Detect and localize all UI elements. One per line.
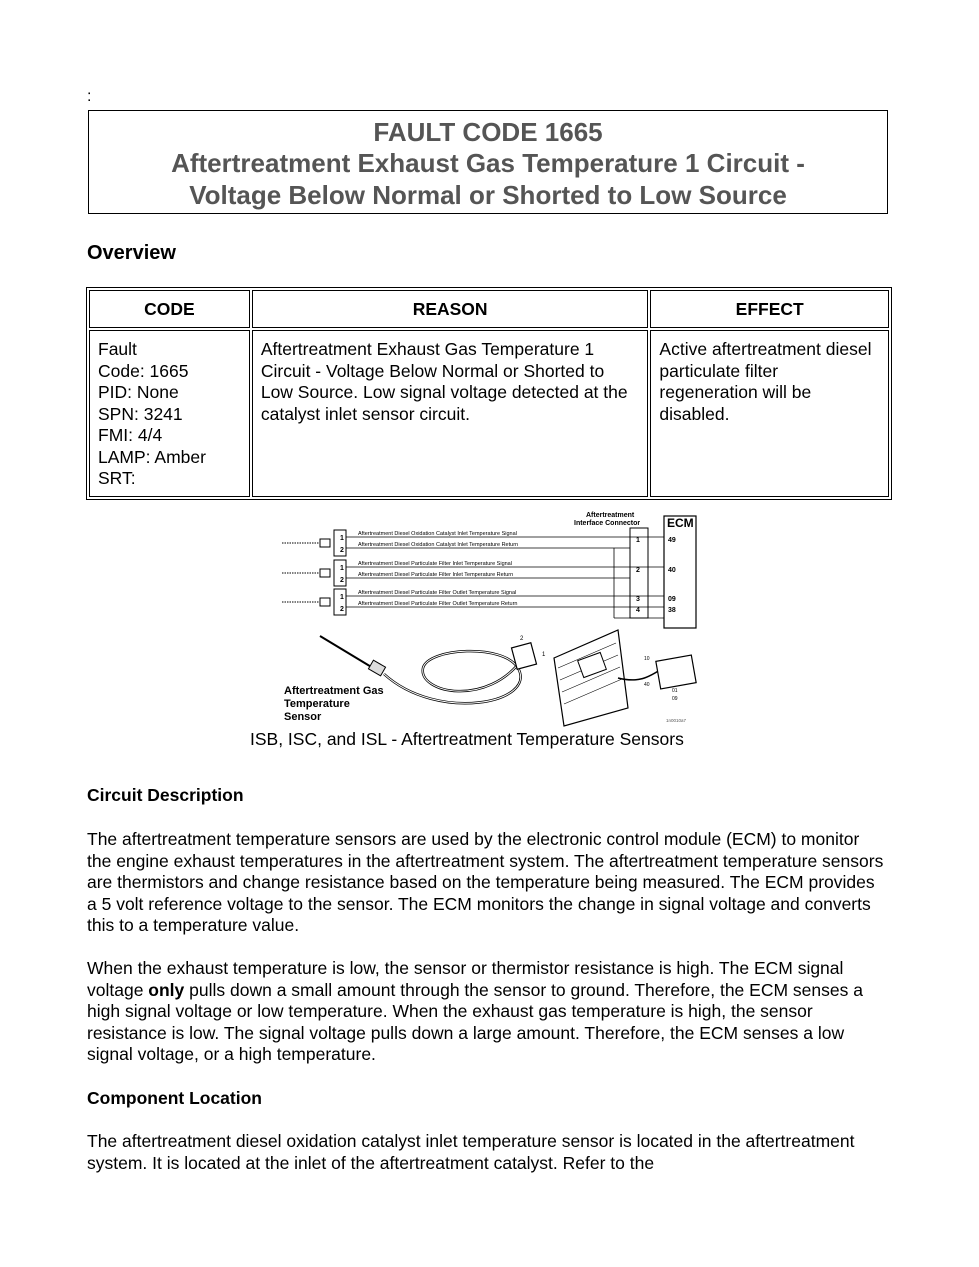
sensor-wire-group-1: [282, 530, 676, 556]
code-line: SRT:: [98, 468, 136, 488]
sensor-harness: [384, 651, 523, 703]
wire-label: Aftertreatment Diesel Oxidation Catalyst Inlet Temperature Signal: [358, 531, 517, 537]
ecm-label: ECM: [667, 516, 694, 530]
emphasis-only: only: [148, 979, 185, 1000]
code-line: SPN: 3241: [98, 403, 183, 424]
code-line: Fault: [98, 339, 137, 359]
callout-number: 09: [672, 696, 678, 702]
code-line: Code: 1665: [98, 360, 189, 381]
fault-description-line-1: Aftertreatment Exhaust Gas Temperature 1 Circuit -: [171, 148, 805, 178]
wire-label: Aftertreatment Diesel Particulate Filter Inlet Temperature Return: [358, 572, 514, 578]
circuit-description-paragraph-1: The aftertreatment temperature sensors are used by the electronic control module (ECM) to monitor the engine exhaust temperatures in the aftertreatment system. The aftertreatment temperature sensors are thermistors and change resistance based on the temperature being measured. The ECM provides a 5 volt reference voltage to the sensor. The ECM monitors the change in signal voltage and converts this to a temperature value.: [87, 829, 884, 936]
ecm-pin: 38: [668, 607, 676, 614]
sensor-pin: 1: [340, 565, 344, 572]
component-location-heading: Component Location: [87, 1088, 262, 1108]
sensor-wire-group-2: [282, 560, 676, 586]
table-header-row: [89, 290, 889, 328]
fault-code-title: FAULT CODE 1665: [373, 117, 603, 147]
effect-cell: Active aftertreatment diesel particulate filter regeneration will be disabled.: [650, 330, 889, 497]
paragraph-text: When the exhaust temperature is low, the sensor or thermistor resistance is high. The ECM signal voltage: [87, 958, 844, 1000]
wire-label: Aftertreatment Diesel Particulate Filter Outlet Temperature Return: [358, 601, 518, 607]
fault-code-title-box: [88, 110, 888, 214]
connector-pin: 1: [636, 537, 640, 544]
sensor-label-line-2: Temperature: [284, 698, 350, 710]
ecm-module-illustration: [554, 630, 696, 726]
sensor-probe: [320, 636, 373, 668]
connector-label-2: Interface Connector: [574, 520, 641, 527]
header-effect: EFFECT: [650, 290, 889, 328]
wire-label: Aftertreatment Diesel Oxidation Catalyst Inlet Temperature Return: [358, 542, 519, 548]
connector-pin: 4: [636, 607, 640, 614]
leading-colon: :: [87, 88, 92, 105]
connector-pin: 2: [636, 567, 640, 574]
callout-number: 40: [644, 682, 650, 688]
ecm-pin: 09: [668, 596, 676, 603]
connector-label-1: Aftertreatment: [586, 512, 635, 519]
sensor-label-line-3: Sensor: [284, 711, 322, 723]
wiring-diagram: [278, 508, 702, 728]
sensor-label-line-1: Aftertreatment Gas: [284, 685, 384, 697]
callout-number: 2: [520, 636, 524, 642]
connector-pin: 3: [636, 596, 640, 603]
sensor-plug: [320, 598, 330, 606]
component-location-paragraph: The aftertreatment diesel oxidation catalyst inlet temperature sensor is located in the aftertreatment system. It is located at the inlet of the aftertreatment catalyst. Refer to the: [87, 1131, 855, 1173]
sensor-wire-group-3: [282, 589, 676, 615]
callout-number: 10: [644, 656, 650, 662]
wire-label: Aftertreatment Diesel Particulate Filter Inlet Temperature Signal: [358, 561, 512, 567]
sensor-pin: 2: [340, 577, 344, 584]
sensor-plug: [320, 569, 330, 577]
code-line: FMI: 4/4: [98, 425, 163, 445]
ecm-pin: 49: [668, 537, 676, 544]
sensor-pin: 1: [340, 594, 344, 601]
fault-description-line-2: Voltage Below Normal or Shorted to Low Source: [189, 180, 787, 210]
code-line: PID: None: [98, 382, 179, 402]
interface-connector-illustration: [656, 655, 696, 689]
sensor-pin: 2: [340, 547, 344, 554]
circuit-description-heading: Circuit Description: [87, 785, 244, 805]
figure-ref-code: 1n0010a7: [666, 718, 687, 723]
fault-code-table: [86, 287, 892, 500]
figure-caption: ISB, ISC, and ISL - Aftertreatment Temperature Sensors: [250, 729, 684, 749]
paragraph-text: pulls down a small amount through the sensor to ground. Therefore, the ECM senses a high signal voltage or low temperature. When the exhaust gas temperature is high, the sensor resistance is low. The signal voltage pulls down a large amount. Therefore, the ECM senses a low signal voltage, or a high temperature.: [87, 979, 863, 1065]
code-cell: [89, 330, 250, 497]
table-row: [89, 330, 889, 497]
header-code: CODE: [89, 290, 250, 328]
wire-label: Aftertreatment Diesel Particulate Filter Outlet Temperature Signal: [358, 590, 517, 596]
circuit-description-paragraph-2: [87, 958, 887, 1066]
callout-number: 01: [672, 688, 678, 694]
reason-cell: Aftertreatment Exhaust Gas Temperature 1 Circuit - Voltage Below Normal or Shorted to Low Source. Low signal voltage detected at the catalyst inlet sensor circuit.: [252, 330, 649, 497]
ecm-pin: 40: [668, 567, 676, 574]
sensor-pin: 2: [340, 606, 344, 613]
overview-heading: Overview: [87, 242, 176, 264]
header-reason: REASON: [252, 290, 649, 328]
sensor-plug: [320, 539, 330, 547]
callout-number: 1: [542, 652, 546, 658]
code-line: LAMP: Amber: [98, 446, 206, 467]
sensor-pin: 1: [340, 535, 344, 542]
sensor-hex-nut: [368, 660, 385, 676]
